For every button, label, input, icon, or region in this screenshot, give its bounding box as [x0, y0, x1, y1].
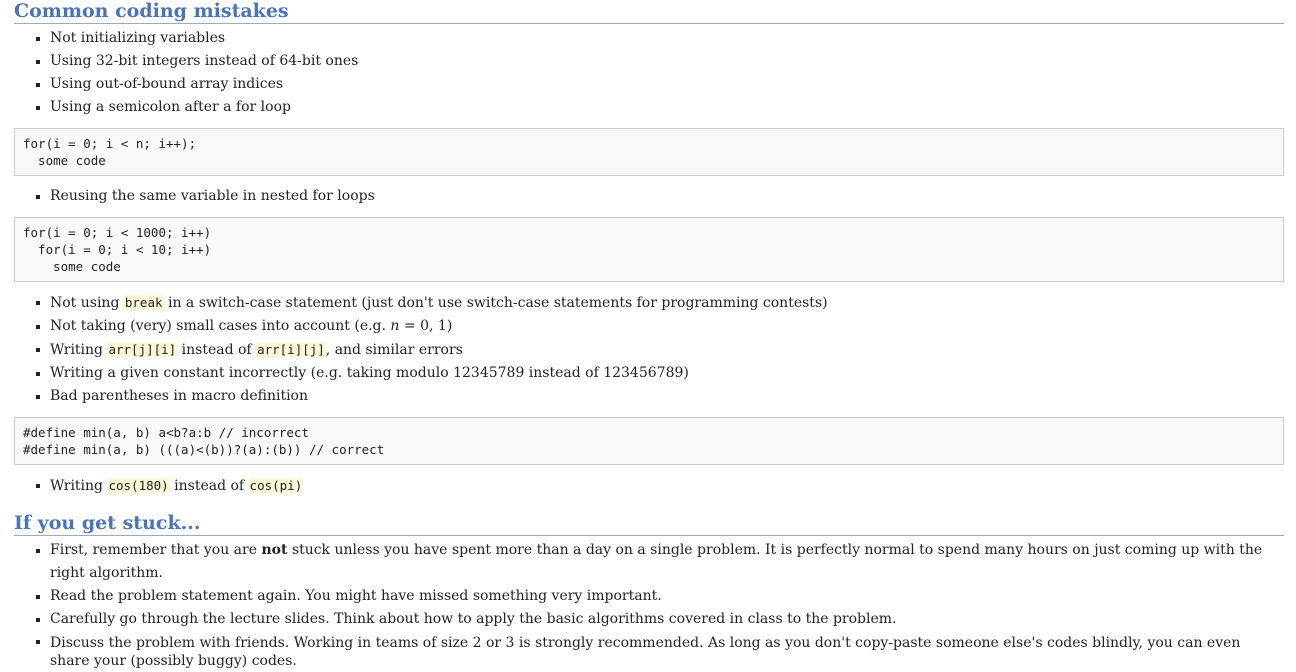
code-block-macro: #define min(a, b) a<b?a:b // incorrect #define min(a, b) (((a)<(b))?(a):(b)) // correct: [14, 417, 1284, 465]
list-item: [50, 338, 1284, 362]
list-item: Carefully go through the lecture slides. Think about how to apply the basic algorithms covered in class to the problem.: [50, 608, 1284, 631]
bold-text: not: [261, 542, 288, 558]
text: Not taking (very) small cases into account (e.g.: [50, 318, 391, 334]
list-item: Read the problem statement again. You might have missed something very important.: [50, 585, 1284, 608]
text: Writing: [50, 478, 108, 494]
text: stuck unless you have spent more than a day on a single problem. It is perfectly normal to spend many hours on just coming up with the right algorithm.: [50, 542, 1263, 581]
list-item: Using out-of-bound array indices: [50, 73, 1284, 96]
math-expression: = 0, 1: [399, 318, 447, 334]
list-item: Not initializing variables: [50, 27, 1284, 50]
inline-code: cos(pi): [249, 478, 303, 493]
text: in a switch-case statement (just don't use switch-case statements for programming contests): [163, 295, 828, 311]
list-item: [50, 291, 1284, 315]
code-block-nested-loops: for(i = 0; i < 1000; i++) for(i = 0; i < 10; i++) some code: [14, 217, 1284, 282]
section-heading-if-stuck: If you get stuck...: [14, 512, 1284, 536]
list-item: Bad parentheses in macro definition: [50, 385, 1284, 408]
list-item: Writing a given constant incorrectly (e.g. taking modulo 12345789 instead of 123456789): [50, 362, 1284, 385]
text: instead of: [169, 478, 249, 494]
list-item: [50, 315, 1284, 338]
list-item: [50, 539, 1284, 585]
mistakes-list-d: [14, 474, 1284, 498]
list-item: [50, 474, 1284, 498]
text: Writing: [50, 342, 108, 358]
mistakes-list-a: [14, 27, 1284, 119]
inline-code: break: [124, 295, 163, 310]
list-item: Using a semicolon after a for loop: [50, 96, 1284, 119]
text: Not using: [50, 295, 124, 311]
section-heading-common-mistakes: Common coding mistakes: [14, 0, 1284, 24]
list-item: Using 32-bit integers instead of 64-bit ones: [50, 50, 1284, 73]
inline-code: arr[j][i]: [108, 342, 177, 357]
text: First, remember that you are: [50, 542, 262, 558]
stuck-list: [14, 539, 1284, 672]
text: ): [446, 318, 453, 334]
inline-code: arr[i][j]: [257, 342, 325, 357]
math-variable: n: [390, 318, 400, 334]
text: instead of: [177, 342, 257, 358]
mistakes-list-b: [14, 185, 1284, 208]
inline-code: cos(180): [108, 478, 169, 493]
mistakes-list-c: [14, 291, 1284, 408]
code-block-semicolon-loop: for(i = 0; i < n; i++); some code: [14, 128, 1284, 176]
text: , and similar errors: [325, 342, 463, 358]
list-item: Reusing the same variable in nested for loops: [50, 185, 1284, 208]
list-item: Discuss the problem with friends. Working in teams of size 2 or 3 is strongly recommended. As long as you don't copy-paste someone else's codes blindly, you can even share your (possibly buggy) codes.: [50, 631, 1284, 672]
